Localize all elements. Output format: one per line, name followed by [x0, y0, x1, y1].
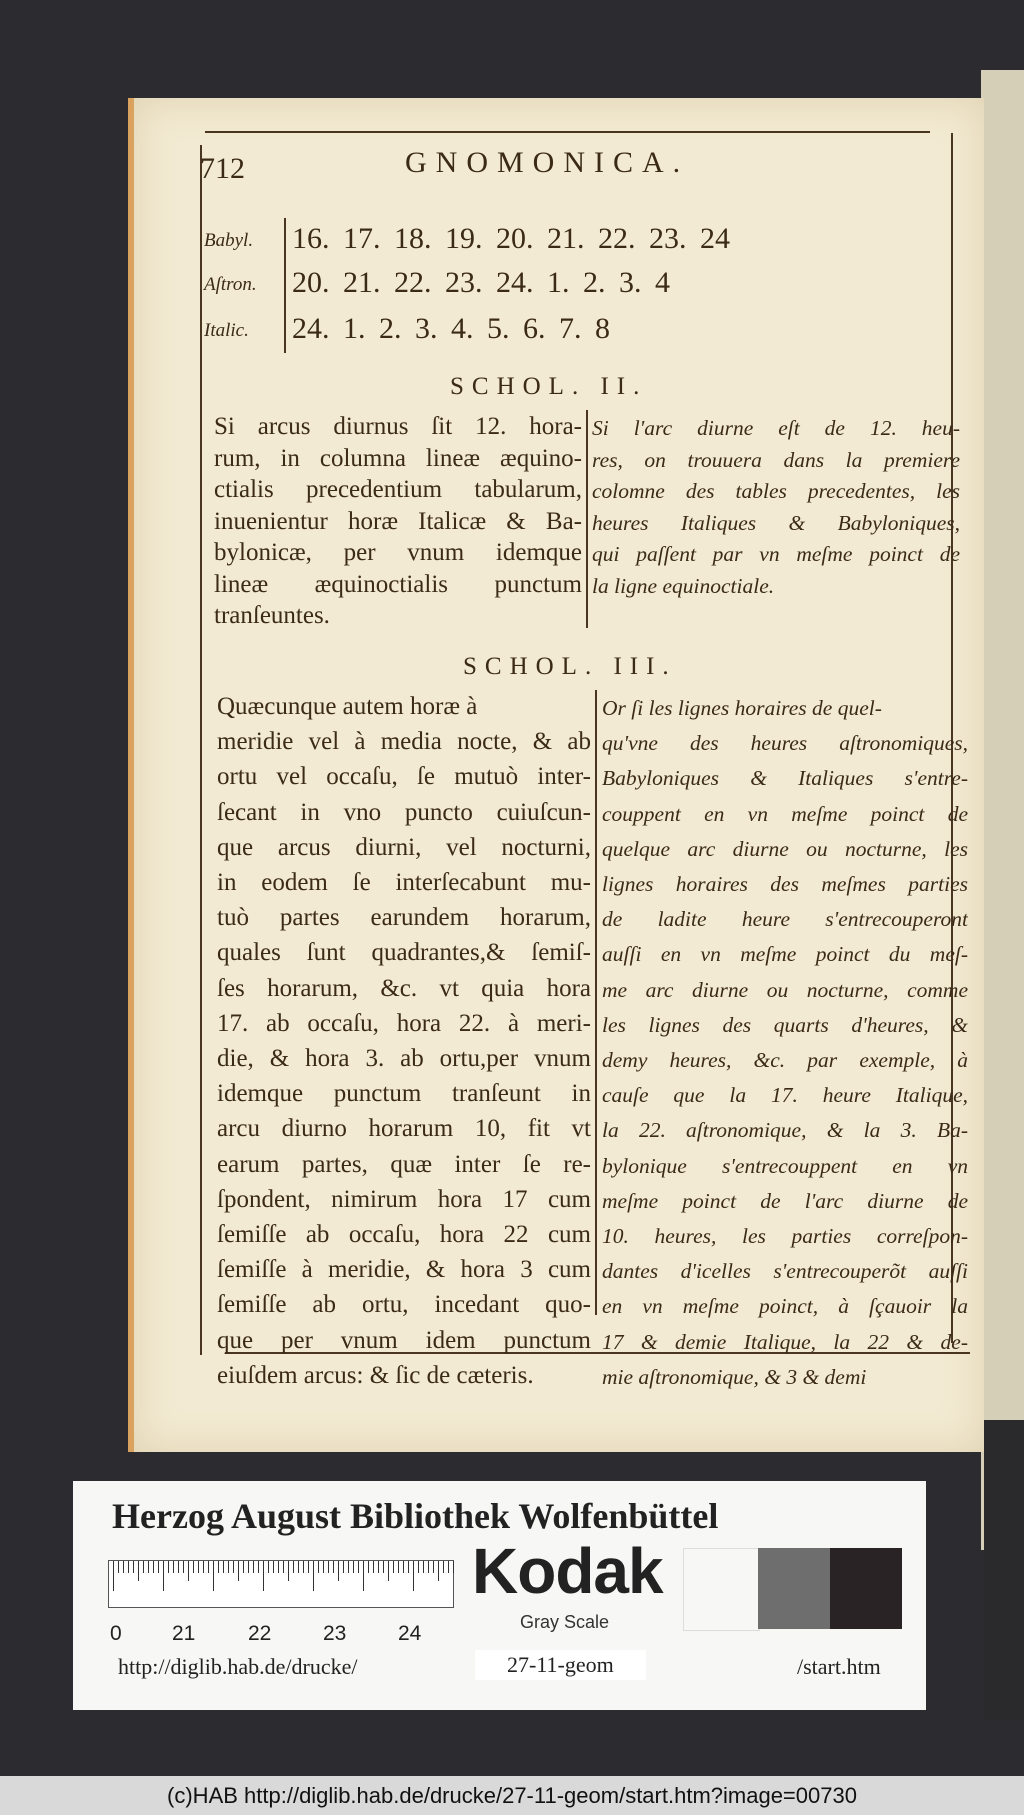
ruler-tick [143, 1561, 144, 1573]
ruler-tick [438, 1561, 439, 1581]
library-name: Herzog August Bibliothek Wolfenbüttel [112, 1496, 719, 1536]
french-line: Babyloniques & Italiques s'entre- [602, 766, 968, 791]
ruler-tick [373, 1561, 374, 1573]
ruler-tick [363, 1561, 364, 1591]
french-line: heures Italiques & Babyloniques, [592, 510, 960, 535]
french-line: 17 & demie Italique, la 22 & de- [602, 1329, 968, 1354]
ruler-tick [378, 1561, 379, 1573]
ruler-tick [278, 1561, 279, 1573]
french-line: la ligne equinoctiale. [592, 573, 775, 598]
french-line: 10. heures, les parties correſpon- [602, 1224, 968, 1248]
ruler-tick [243, 1561, 244, 1573]
ruler-tick [318, 1561, 319, 1573]
ruler-tick [413, 1561, 414, 1591]
french-line: res, on trouuera dans la premiere [592, 447, 960, 472]
ruler-tick [418, 1561, 419, 1573]
latin-line: ſes horarum, &c. vt quia hora [217, 974, 591, 1002]
ruler-tick [333, 1561, 334, 1573]
french-line: demy heures, &c. par exemple, à [602, 1048, 968, 1072]
ruler-tick [338, 1561, 339, 1581]
french-line: qu'vne des heures aſtronomiques, [602, 731, 968, 756]
url-part-base: http://diglib.hab.de/drucke/ [118, 1654, 358, 1679]
table-row-label: Babyl. [204, 230, 254, 251]
ruler-tick [393, 1561, 394, 1573]
facing-page-edge [981, 70, 1024, 1550]
latin-line: lineæ æquinoctialis punctum [214, 570, 582, 598]
latin-line: in eodem ſe interſecabunt mu- [217, 869, 591, 896]
ruler-number: 22 [248, 1622, 272, 1645]
ruler-tick [403, 1561, 404, 1573]
latin-line: earum partes, quæ inter ſe re- [217, 1150, 591, 1178]
latin-line: eiuſdem arcus: & ſic de cæteris. [217, 1361, 534, 1389]
ruler-tick [193, 1561, 194, 1573]
latin-line: ſpondent, nimirum hora 17 cum [217, 1185, 591, 1213]
ruler-tick [253, 1561, 254, 1573]
ruler-number: 23 [323, 1622, 347, 1645]
french-line: couppent en vn meſme poinct de [602, 801, 968, 826]
schol-2-heading: SCHOL. II. [450, 373, 648, 400]
french-line: quelque arc diurne ou nocturne, les [602, 836, 968, 861]
latin-line: tranſeuntes. [214, 602, 330, 629]
french-line: cauſe que la 17. heure Italique, [602, 1083, 968, 1108]
schol-3-column-rule [595, 690, 597, 1315]
latin-line: quales ſunt quadrantes,& ſemiſ- [217, 939, 591, 967]
ruler-tick [283, 1561, 284, 1573]
french-line: Or ſi les lignes horaires de quel- [602, 696, 882, 720]
ruler-tick [158, 1561, 159, 1573]
url-part-start: /start.htm [797, 1654, 881, 1679]
ruler-tick [433, 1561, 434, 1573]
ruler-tick [218, 1561, 219, 1573]
ruler-tick [178, 1561, 179, 1573]
table-row-values: 20. 21. 22. 23. 24. 1. 2. 3. 4 [292, 266, 670, 299]
url-part-id: 27-11-geom [475, 1650, 646, 1680]
french-line: bylonique s'entrecouppent en vn [602, 1153, 968, 1178]
latin-line: meridie vel à media nocte, & ab [217, 728, 591, 756]
french-line: lignes horaires des meſmes parties [602, 872, 968, 896]
ruler-tick [448, 1561, 449, 1573]
table-row-values: 16. 17. 18. 19. 20. 21. 22. 23. 24 [292, 222, 730, 255]
ruler-tick [128, 1561, 129, 1573]
ruler-tick [308, 1561, 309, 1573]
ruler-tick [343, 1561, 344, 1573]
ruler-tick [123, 1561, 124, 1573]
ruler-number: 21 [172, 1622, 196, 1645]
ruler-tick [268, 1561, 269, 1573]
latin-line: bylonicæ, per vnum idemque [214, 539, 582, 566]
latin-line: ortu vel occaſu, ſe mutuò inter- [217, 763, 591, 791]
table-row-label: Aſtron. [204, 274, 257, 295]
latin-line: arcu diurno horarum 10, fit vt [217, 1115, 591, 1143]
french-line: me arc diurne ou nocturne, comme [602, 977, 968, 1002]
ruler-tick [228, 1561, 229, 1573]
ruler-tick [198, 1561, 199, 1573]
kodak-logo: Kodak [472, 1535, 663, 1607]
ruler-tick [273, 1561, 274, 1573]
latin-line: Si arcus diurnus ſit 12. hora- [214, 413, 582, 440]
ruler-tick [148, 1561, 149, 1573]
gray-patch [830, 1548, 902, 1629]
latin-line: rum, in columna lineæ æquino- [214, 444, 582, 472]
ruler-tick [428, 1561, 429, 1573]
latin-line: tuò partes earundem horarum, [217, 904, 591, 932]
ruler-tick [368, 1561, 369, 1573]
ruler-tick [153, 1561, 154, 1573]
latin-line: ſemiſſe ab ortu, incedant quo- [217, 1291, 591, 1319]
french-line: mie aſtronomique, & 3 & demi [602, 1364, 867, 1389]
ruler-tick [443, 1561, 444, 1573]
ruler-tick [398, 1561, 399, 1573]
ruler-number: 0 [110, 1622, 122, 1645]
latin-line: ſemiſſe ab occaſu, hora 22 cum [217, 1221, 591, 1248]
table-row-values: 24. 1. 2. 3. 4. 5. 6. 7. 8 [292, 312, 610, 345]
gray-scale-label: Gray Scale [520, 1612, 610, 1632]
ruler-tick [203, 1561, 204, 1573]
ruler-tick [183, 1561, 184, 1573]
ruler-tick [173, 1561, 174, 1573]
ruler-tick [288, 1561, 289, 1581]
latin-line: ctialis precedentium tabularum, [214, 476, 582, 503]
ruler-tick [133, 1561, 134, 1573]
french-line: qui paſſent par vn meſme poinct de [592, 542, 960, 566]
latin-line: die, & hora 3. ab ortu,per vnum [217, 1045, 591, 1072]
ruler-tick [298, 1561, 299, 1573]
french-line: la 22. aſtronomique, & la 3. Ba- [602, 1118, 968, 1143]
schol-2-column-rule [586, 410, 588, 628]
french-line: Si l'arc diurne eſt de 12. heu- [592, 416, 960, 440]
latin-line: que per vnum idem punctum [217, 1326, 591, 1354]
frame-top-rule [205, 131, 930, 133]
latin-line: inuenientur horæ Italicæ & Ba- [214, 507, 582, 535]
french-line: les lignes des quarts d'heures, & [602, 1012, 968, 1037]
ruler-tick [118, 1561, 119, 1573]
ruler-tick [238, 1561, 239, 1581]
table-rule [284, 218, 286, 353]
french-line: colomne des tables precedentes, les [592, 479, 960, 503]
ruler-tick [313, 1561, 314, 1591]
ruler-tick [233, 1561, 234, 1573]
ruler-tick [248, 1561, 249, 1573]
ruler-tick [188, 1561, 189, 1581]
latin-line: 17. ab occaſu, hora 22. à meri- [217, 1009, 591, 1037]
gray-patch [758, 1548, 830, 1629]
ruler-tick [348, 1561, 349, 1573]
ruler-tick [423, 1561, 424, 1573]
frame-left-rule [200, 145, 202, 1355]
table-row-label: Italic. [204, 320, 249, 341]
ruler-tick [213, 1561, 214, 1591]
ruler-tick [258, 1561, 259, 1573]
latin-line: idemque punctum tranſeunt in [217, 1080, 591, 1108]
page-number: 712 [200, 152, 245, 185]
schol-3-heading: SCHOL. III. [463, 653, 677, 680]
ruler-tick [323, 1561, 324, 1573]
ruler-tick [408, 1561, 409, 1573]
ruler-tick [293, 1561, 294, 1573]
french-line: auſſi en vn meſme poinct du meſ- [602, 942, 968, 967]
ruler-tick [358, 1561, 359, 1573]
latin-line: ſecant in vno puncto cuiuſcun- [217, 798, 591, 826]
ruler-tick [263, 1561, 264, 1591]
ruler-tick [113, 1561, 114, 1591]
ruler-tick [353, 1561, 354, 1573]
french-line: de ladite heure s'entrecouperont [602, 907, 968, 932]
ruler [108, 1560, 454, 1608]
copyright-footer: (c)HAB http://diglib.hab.de/drucke/27-11-geom/start.htm?image=00730 [0, 1776, 1024, 1815]
ruler-tick [303, 1561, 304, 1573]
running-head: GNOMONICA. [405, 146, 690, 179]
ruler-tick [328, 1561, 329, 1573]
ruler-tick [383, 1561, 384, 1573]
french-line: en vn meſme poinct, à ſçauoir la [602, 1294, 968, 1319]
ruler-tick [223, 1561, 224, 1573]
ruler-number: 24 [398, 1622, 422, 1645]
ruler-tick [138, 1561, 139, 1581]
latin-line: que arcus diurni, vel nocturni, [217, 833, 591, 861]
ruler-tick [168, 1561, 169, 1573]
gray-patch [683, 1548, 760, 1631]
facing-page-shadow [984, 1420, 1024, 1720]
ruler-tick [208, 1561, 209, 1573]
ruler-tick [163, 1561, 164, 1591]
french-line: dantes d'icelles s'entrecouperõt auſſi [602, 1259, 968, 1284]
ruler-tick [453, 1561, 454, 1573]
ruler-tick [388, 1561, 389, 1581]
latin-line: ſemiſſe à meridie, & hora 3 cum [217, 1256, 591, 1284]
french-line: meſme poinct de l'arc diurne de [602, 1188, 968, 1213]
latin-line: Quæcunque autem horæ à [217, 693, 478, 720]
